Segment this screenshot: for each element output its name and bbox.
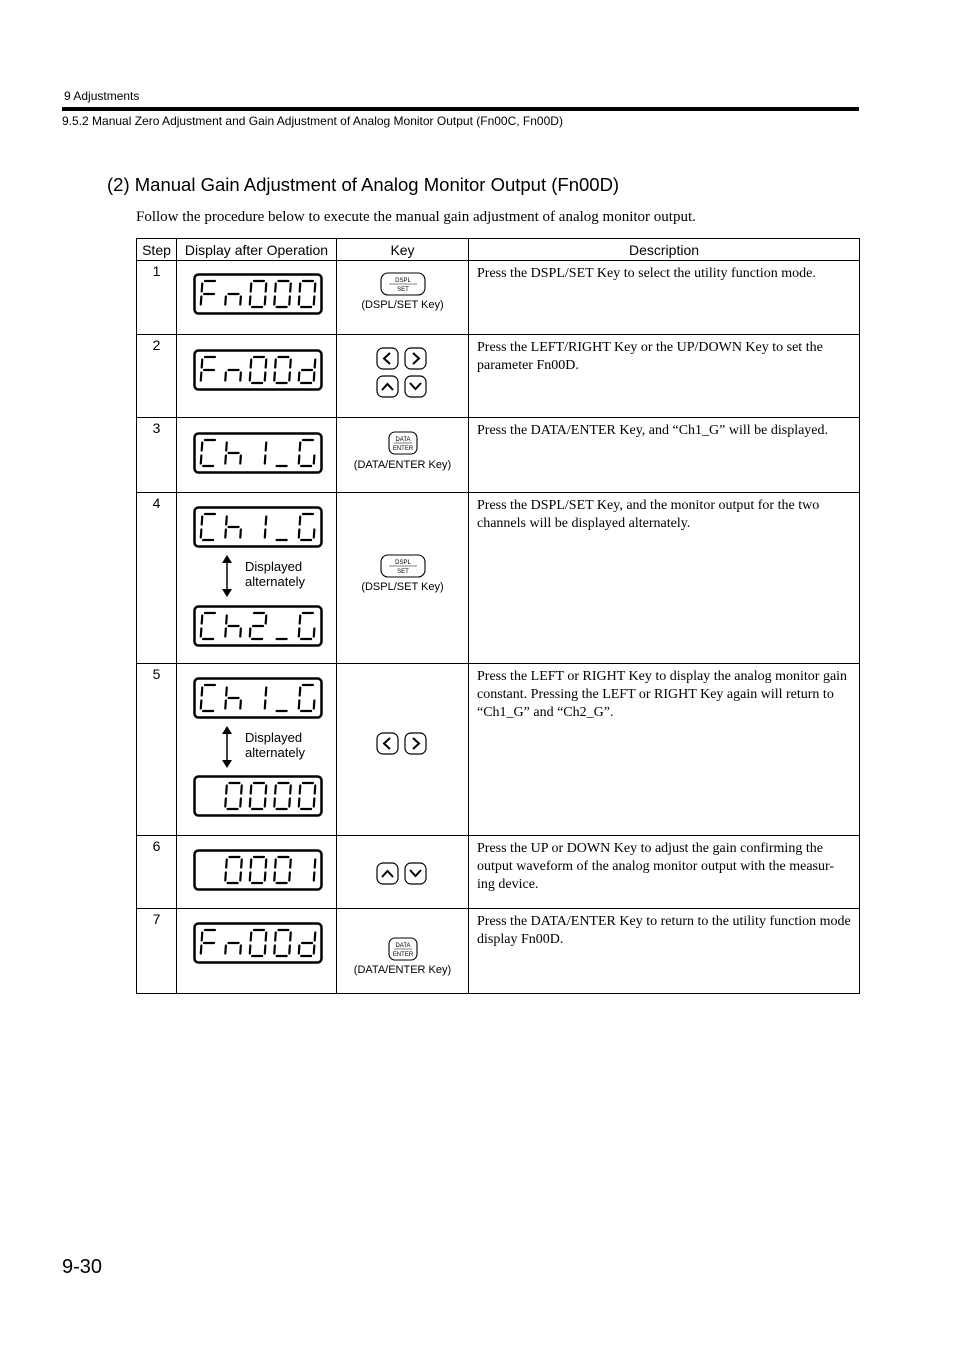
key-label: (DSPL/SET Key)	[361, 581, 444, 593]
step-number: 3	[137, 418, 177, 493]
step-number: 7	[137, 909, 177, 994]
left-right-keys-icon	[376, 732, 428, 756]
alternate-label: Displayed alternately	[245, 730, 305, 760]
header-rule	[62, 107, 859, 111]
table-row	[137, 664, 860, 836]
key-cell	[337, 493, 469, 664]
key-cell	[337, 909, 469, 994]
key-bottom-text: ENTER	[392, 952, 413, 958]
description-text: Press the DATA/ENTER Key, and “Ch1_G” will be displayed.	[469, 418, 860, 493]
description-text: Press the DATA/ENTER Key to return to the utility function mode display Fn00D.	[469, 909, 860, 994]
display-cell	[177, 493, 337, 664]
key-cell	[337, 418, 469, 493]
key-label: (DATA/ENTER Key)	[353, 459, 452, 471]
display-cell	[177, 418, 337, 493]
display-cell	[177, 664, 337, 836]
key-top-text: DSPL	[394, 560, 411, 566]
header-step: Step	[137, 239, 177, 261]
key-cell	[337, 335, 469, 418]
key-top-text: DATA	[394, 437, 411, 443]
description-text: Press the LEFT or RIGHT Key to display the analog monitor gain constant. Pressing the LEFT or RIGHT Key again will return to “Ch1_G” and “Ch2_G”.	[469, 664, 860, 836]
key-bottom-text: SET	[396, 287, 409, 293]
key-label: (DSPL/SET Key)	[361, 299, 444, 311]
step-number: 1	[137, 261, 177, 335]
header-description: Description	[469, 239, 860, 261]
up-down-keys-icon	[376, 862, 428, 886]
lcd-display	[193, 432, 323, 474]
step-number: 2	[137, 335, 177, 418]
lcd-display	[193, 677, 323, 719]
key-bottom-text: SET	[396, 569, 409, 575]
step-number: 4	[137, 493, 177, 664]
alternate-label: Displayed alternately	[245, 559, 305, 589]
description-text: Press the DSPL/SET Key to select the utility function mode.	[469, 261, 860, 335]
lcd-display	[193, 273, 323, 315]
display-cell	[177, 261, 337, 335]
table-row	[137, 909, 860, 994]
lcd-display	[193, 506, 323, 548]
description-text: Press the LEFT/RIGHT Key or the UP/DOWN Key to set the parameter Fn00D.	[469, 335, 860, 418]
intro-paragraph: Follow the procedure below to execute the manual gain adjustment of analog monitor output.	[136, 209, 696, 225]
table-row	[137, 335, 860, 418]
table-row	[137, 493, 860, 664]
lcd-display	[193, 775, 323, 817]
running-header-section: 9.5.2 Manual Zero Adjustment and Gain Adjustment of Analog Monitor Output (Fn00C, Fn00D)	[62, 114, 563, 128]
display-cell	[177, 836, 337, 909]
key-cell	[337, 836, 469, 909]
running-header-chapter: 9 Adjustments	[64, 89, 140, 103]
lcd-display	[193, 349, 323, 391]
display-cell	[177, 909, 337, 994]
key-top-text: DSPL	[394, 278, 411, 284]
display-cell	[177, 335, 337, 418]
header-display: Display after Operation	[177, 239, 337, 261]
key-label: (DATA/ENTER Key)	[353, 964, 452, 976]
description-text: Press the UP or DOWN Key to adjust the gain confirming the output waveform of the analog monitor output with the measur-ing device.	[469, 836, 860, 909]
lcd-display	[193, 922, 323, 964]
section-title: (2) Manual Gain Adjustment of Analog Monitor Output (Fn00D)	[107, 174, 620, 195]
data-enter-key-icon	[388, 937, 418, 966]
table-row	[137, 836, 860, 909]
description-text: Press the DSPL/SET Key, and the monitor output for the two channels will be displayed alternately.	[469, 493, 860, 664]
key-cell	[337, 664, 469, 836]
step-number: 5	[137, 664, 177, 836]
double-arrow-icon	[221, 555, 233, 597]
dspl-set-key-icon	[380, 554, 426, 583]
double-arrow-icon	[221, 726, 233, 768]
table-header-row	[137, 239, 860, 261]
lcd-display	[193, 849, 323, 891]
table-row	[137, 418, 860, 493]
table-row	[137, 261, 860, 335]
dspl-set-key-icon	[380, 272, 426, 301]
key-bottom-text: ENTER	[392, 446, 413, 452]
data-enter-key-icon	[388, 431, 418, 460]
arrow-keys-icon	[376, 347, 428, 399]
lcd-display	[193, 605, 323, 647]
header-key: Key	[337, 239, 469, 261]
procedure-table	[136, 238, 860, 994]
step-number: 6	[137, 836, 177, 909]
key-top-text: DATA	[394, 943, 411, 949]
key-cell	[337, 261, 469, 335]
page-number: 9-30	[62, 1256, 103, 1278]
